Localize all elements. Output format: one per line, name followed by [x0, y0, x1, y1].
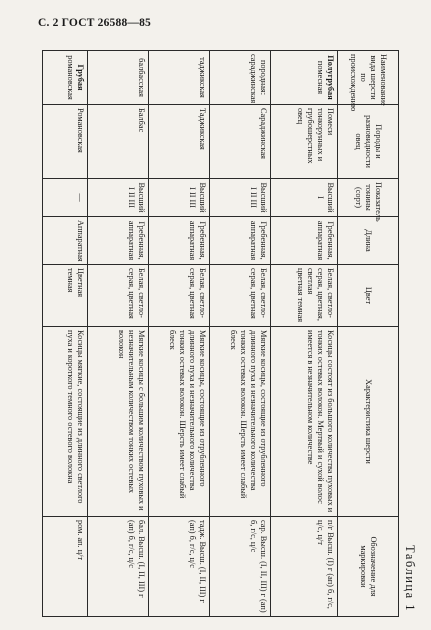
category-subname: романовская [66, 55, 76, 100]
cell-color: Белая, светло-серая, цветная [88, 265, 149, 327]
cell-marking: п/г Высш. (I) г (ап) б, г/с, ц/с, ц/т [271, 517, 338, 617]
cell-breeds: Романовская [43, 105, 88, 179]
category-name: Полугрубая [326, 55, 335, 100]
cell-length: Гребенная, аппаратная [149, 217, 210, 265]
header-marking: Обозначение для маркировки [338, 517, 399, 617]
cell-length: Аппаратная [43, 217, 88, 265]
wool-classification-table [42, 50, 399, 617]
header-color: Цвет [338, 265, 399, 327]
cell-fineness: Высший I [271, 179, 338, 217]
table-row [149, 51, 210, 617]
cell-marking: сар. Высш. (I, II, III) г (ап) б, г/с, ц/с [210, 517, 271, 617]
header-fineness: Показатель тонины (сорт) [338, 179, 399, 217]
cell-category: балбасская [88, 51, 149, 105]
category-subname: помесная [316, 60, 326, 95]
cell-breeds: Балбас [88, 105, 149, 179]
table-row [210, 51, 271, 617]
table-row [271, 51, 338, 617]
cell-marking: ром. ап. ц/т [43, 517, 88, 617]
cell-color: Цветная темная [43, 265, 88, 327]
cell-marking: бал. Высш. (I, II, III) г (ап) б, г/с, ц/с [88, 517, 149, 617]
cell-characteristic: Мягкие косицы, состоящие из отрубленного длинного пуха и незначительного количества тонких остевых волокон. Шерсть имеет слабый блеск [149, 327, 210, 517]
cell-category [271, 51, 338, 105]
cell-length: Гребенная, аппаратная [210, 217, 271, 265]
header-characteristic: Характеристика шерсти [338, 327, 399, 517]
cell-color: Белая, светло-серая, цветная, светлая цветная темная [271, 265, 338, 327]
table-header-row [338, 51, 399, 617]
page-header: С. 2 ГОСТ 26588—85 [38, 17, 151, 29]
cell-marking: тадж. Высш. (I, II, III) г (ап) б, г/с, ц/с [149, 517, 210, 617]
cell-fineness: Высший I II III [210, 179, 271, 217]
cell-length: Гребенная, аппаратная [88, 217, 149, 265]
cell-characteristic: Мягкие косицы с большим количеством пуховых и незначительным количеством тонких остевых волокон [88, 327, 149, 517]
cell-breeds: Сараджинская [210, 105, 271, 179]
table-row [43, 51, 88, 617]
category-name: Грубая [76, 64, 85, 91]
table-row [88, 51, 149, 617]
cell-characteristic: Косицы состоят из большого количества пуховых и тонких остевых волокон. Мертвый и сухой волос имеется в незначительном количестве [271, 327, 338, 517]
header-length: Длина [338, 217, 399, 265]
rotated-page-content [43, 50, 421, 616]
cell-fineness: Высший I II III [149, 179, 210, 217]
cell-breeds: Помеси тонкорунных и грубошерстных овец [271, 105, 338, 179]
cell-characteristic: Мягкие косицы, состоящие из отрубленного длинного пуха и незначительного количества тонких остевых волокон. Шерсть имеет слабый блеск [210, 327, 271, 517]
cell-category: породная: сараджинская [210, 51, 271, 105]
cell-category [43, 51, 88, 105]
cell-color: Белая, светло-серая, цветная [210, 265, 271, 327]
header-origin: Наименование вида шерсти по происхождению [338, 51, 399, 105]
cell-length: Гребенная, аппаратная [271, 217, 338, 265]
cell-breeds: Таджикская [149, 105, 210, 179]
rotated-table-area [43, 50, 421, 616]
cell-fineness: Высший I II III [88, 179, 149, 217]
cell-color: Белая, светло-серая, цветная [149, 265, 210, 327]
table-caption: Таблица 1 [403, 545, 417, 612]
cell-category: таджикская [149, 51, 210, 105]
header-breeds: Породы и разновидности овец [338, 105, 399, 179]
cell-fineness: — [43, 179, 88, 217]
cell-characteristic: Косицы мягкие, состоящие из длинного светлого пуха и короткого темного остевого волокна [43, 327, 88, 517]
